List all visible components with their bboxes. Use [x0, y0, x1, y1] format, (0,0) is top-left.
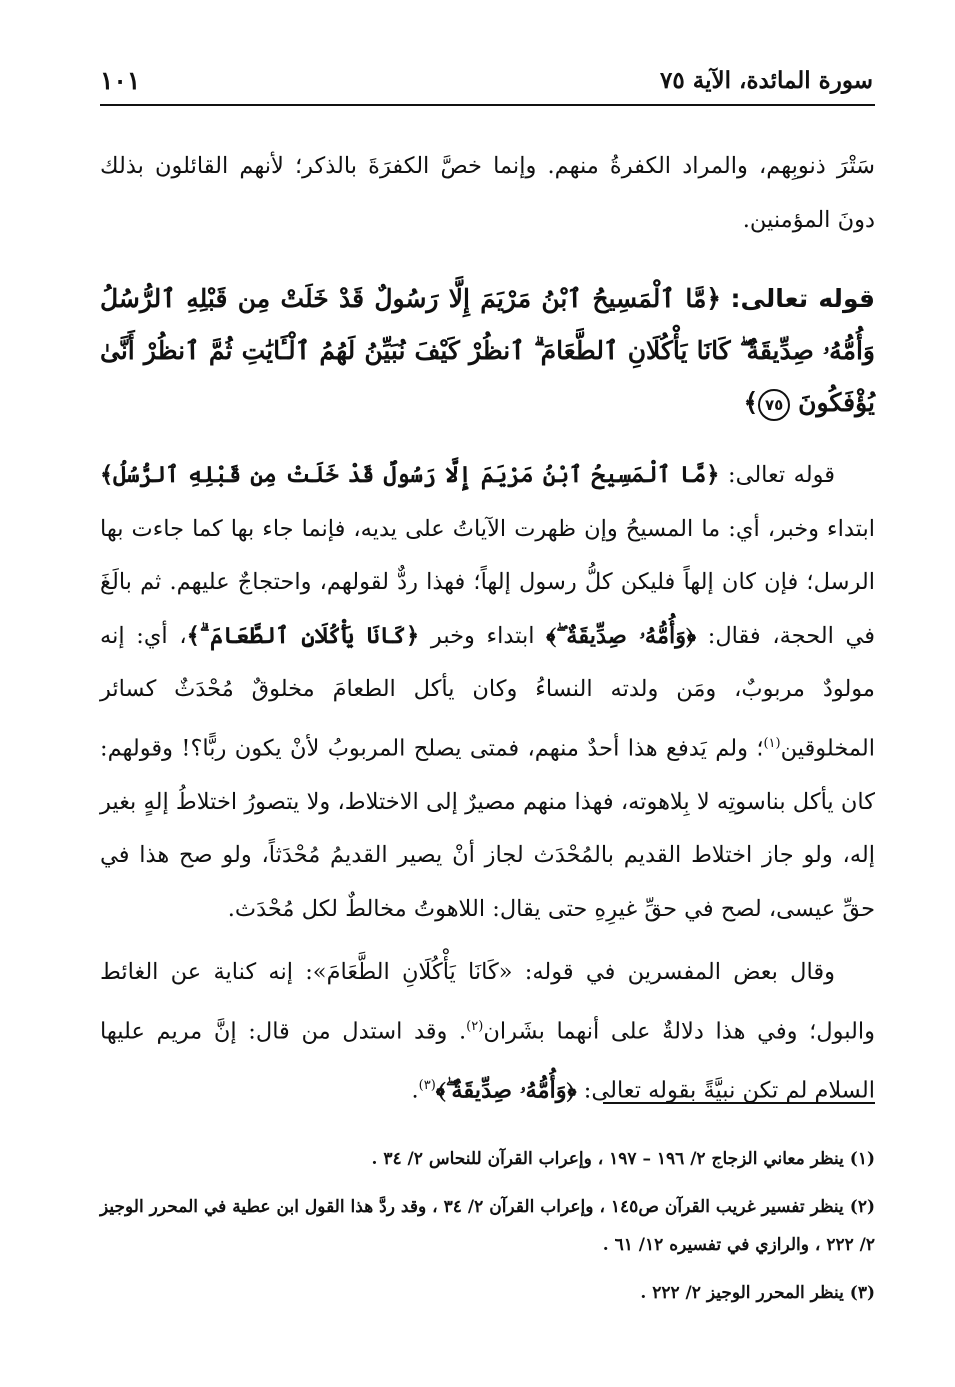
para1-text-d: ؛ ولم يَدفع هذا أحدٌ منهم، فمتى يصلح المربوبُ لأنْ يكون ربًّا؟! وقولهم: كان يأكل بناسوتِه لا بِلاهوته، فهذا منهم مصيرٌ إلى الاختلاط، ولا يتصورُ اختلاطُ إلهٍ بغير إله، ولو جاز اختلاط القديم بالمُحْدَث لجاز أنْ يصير القديمُ مُحْدَثاً، ولو صح هذا في حقِّ عيسى، لصح في حقِّ غيرِهِ حتى يقال: اللاهوتُ مخالطٌ لكل مُحْدَث.	[100, 735, 875, 922]
intro-paragraph: سَتْرَ ذنوبِهم، والمراد الكفرةُ منهم. وإنما خصَّ الكفرَةَ بالذكر؛ لأنهم القائلون بذلك دونَ المؤمنين.	[100, 153, 875, 233]
footnote-divider	[603, 1102, 875, 1104]
commentary-paragraph-1	[100, 449, 875, 936]
footnote-ref-3[interactable]: (٣)	[418, 1077, 436, 1093]
footnote-ref-1[interactable]: (١)	[763, 735, 781, 751]
quran-quote: ﴿وَأُمُّهُۥ صِدِّيقَةٌ ۖ﴾	[435, 1077, 577, 1103]
verse-label: قوله تعالى:	[730, 284, 875, 313]
footnote-2: (٢) ينظر تفسير غريب القرآن ص١٤٥ ، وإعراب القرآن ٢/ ٣٤ ، وقد ردَّ هذا القول ابن عطية في المحرر الوجيز ٢/ ٢٢٢ ، والرازي في تفسيره ١٢/ ٦١ .	[100, 1197, 875, 1255]
running-title: سورة المائدة، الآية ٧٥	[660, 66, 873, 94]
footnotes-section	[100, 1140, 875, 1322]
para1-text-b: ابتداء وخبر	[430, 622, 535, 649]
quran-quote: ﴿وَأُمُّهُۥ صِدِّيقَةٌ ۖ﴾	[546, 622, 697, 649]
para1-text-c: ، أي: إنه مولودٌ مربوبٌ، ومَن ولدته النساءُ وكان يأكل الطعامَ مخلوقٌ مُحْدَثٌ كسائر المخلوقين	[100, 622, 875, 761]
para2-text-a: وقال بعض المفسرين في قوله: «كَانَا يَأْكُلَانِ الطَّعَامَ»: إنه كناية عن الغائط والبول؛ وفي هذا دلالةٌ على أنهما بشَران	[100, 959, 875, 1044]
para2-text-b: . وقد استدل من قال: إنَّ مريم عليها السلام لم تكن نبيَّةً بقوله تعالى:	[100, 1018, 875, 1103]
para1-text-a: ابتداء وخبر، أي: ما المسيحُ وإن ظهرت الآياتُ على يديه، فإنما جاء بها كما جاءت بها الرسل؛ فإن كان إلهاً فليكن كلُّ رسول إلهاً؛ فهذا ردٌّ لقولهم، واحتجاجٌ عليهم. ثم بالَغَ في الحجة، فقال:	[100, 515, 875, 649]
verse-text: ﴿مَّا ٱلْمَسِيحُ ٱبْنُ مَرْيَمَ إِلَّا رَسُولٌ قَدْ خَلَتْ مِن قَبْلِهِ ٱلرُّسُلُ وَأُمُّهُۥ صِدِّيقَةٌ ۖ كَانَا يَأْكُلَانِ ٱلطَّعَامَ ۗ ٱنظُرْ كَيْفَ نُبَيِّنُ لَهُمُ ٱلْـَٔايَٰتِ ثُمَّ ٱنظُرْ أَنَّىٰ يُؤْفَكُونَ	[100, 284, 875, 417]
verse-close-bracket: ﴾	[743, 388, 759, 417]
verse-block	[100, 273, 875, 429]
verse-number-marker: ٧٥	[758, 389, 790, 421]
page-body	[100, 140, 875, 1118]
para2-end: .	[411, 1077, 419, 1103]
commentary-paragraph-2	[100, 946, 875, 1118]
quran-quote: ﴿مَّا ٱلْمَسِيحُ ٱبْنُ مَرْيَمَ إِلَّا رَسُولٌ قَدْ خَلَتْ مِن قَبْلِهِ ٱلرُّسُلُ﴾	[100, 462, 720, 488]
quran-quote: ﴿كَانَا يَأْكُلَانِ ٱلطَّعَامَ ۗ﴾	[186, 622, 420, 649]
page-number: ١٠١	[100, 65, 141, 95]
footnote-ref-2[interactable]: (٢)	[466, 1018, 484, 1034]
footnote-1: (١) ينظر معاني الزجاج ٢/ ١٩٦ – ١٩٧ ، وإعراب القرآن للنحاس ٢/ ٣٤ .	[371, 1149, 875, 1169]
page-header	[100, 60, 873, 100]
para1-lead: قوله تعالى:	[727, 462, 835, 488]
header-divider	[100, 104, 875, 106]
footnote-3: (٣) ينظر المحرر الوجيز ٢/ ٢٢٢ .	[640, 1283, 875, 1303]
